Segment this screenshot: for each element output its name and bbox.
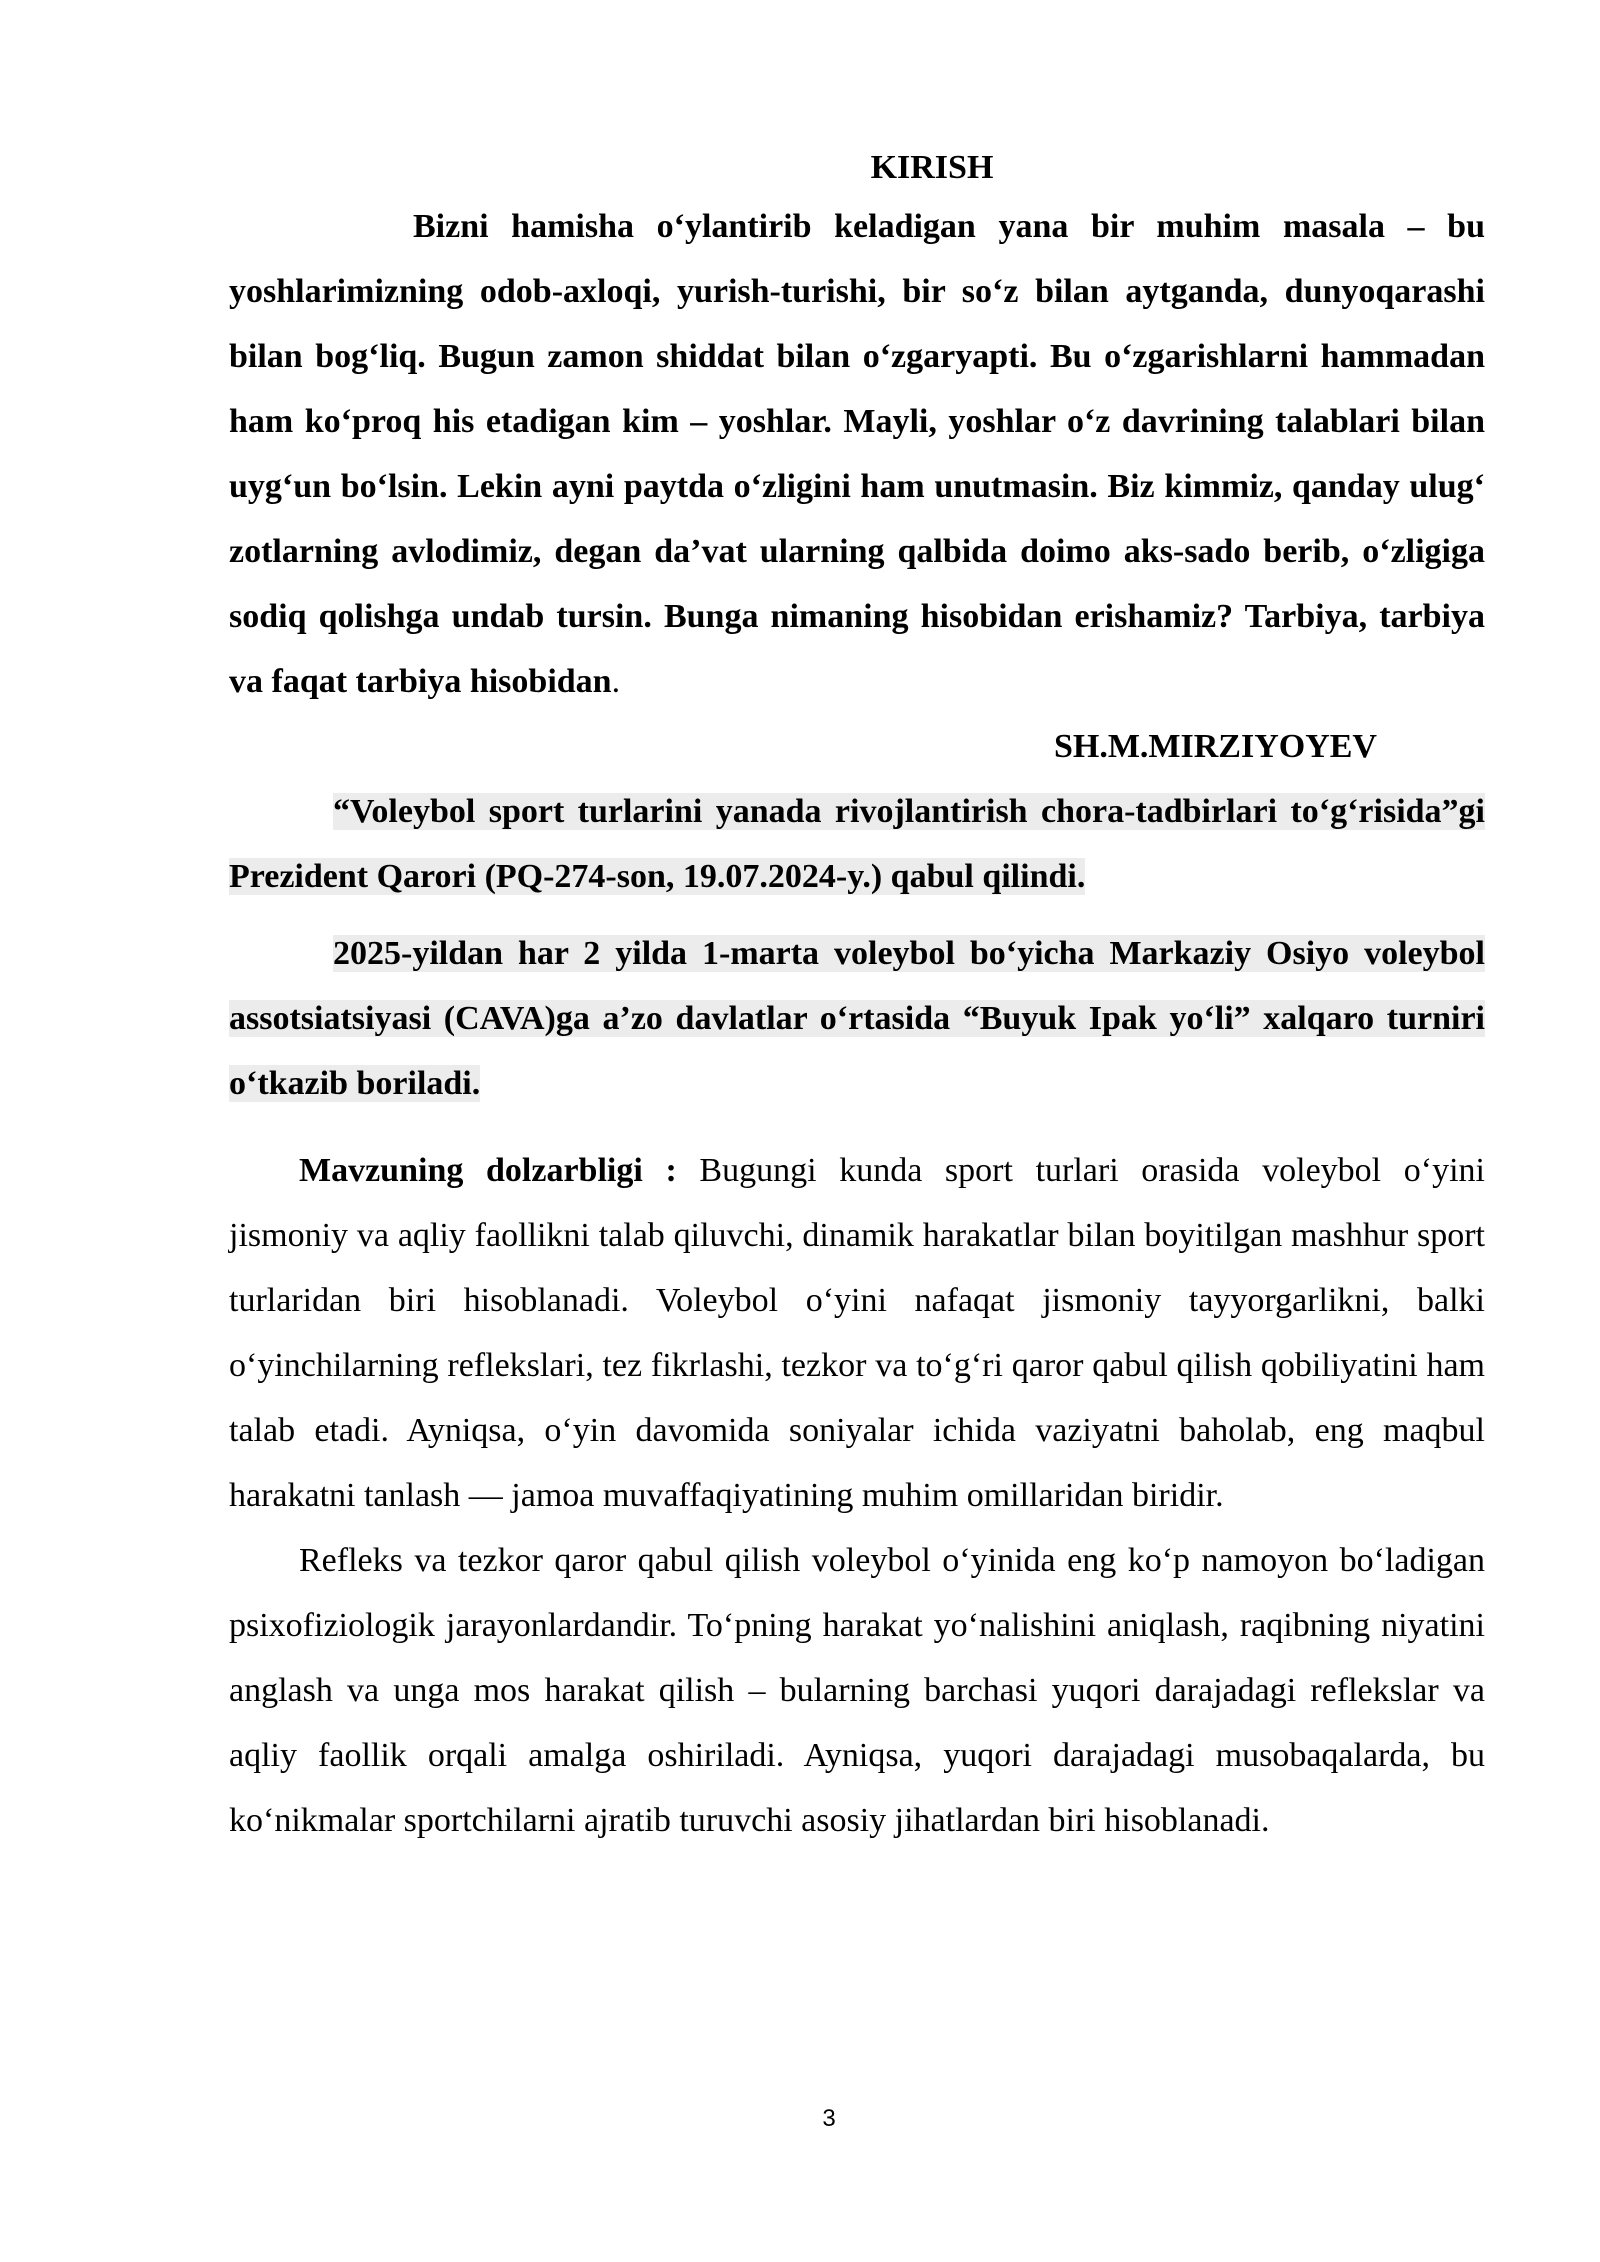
epigraph-quote [229, 194, 1485, 714]
decree-text: “Voleybol sport turlarini yanada rivojlantirish chora-tadbirlari to‘g‘risida”gi Prezident Qarori (PQ-274-son, 19.07.2024-y.) qabul qilindi. [229, 793, 1485, 895]
cava-text: 2025-yildan har 2 yilda 1-marta voleybol bo‘yicha Markaziy Osiyo voleybol assotsiatsiyasi (CAVA)ga a’zo davlatlar o‘rtasida “Buyuk Ipak yo‘li” xalqaro turniri o‘tkazib boriladi. [229, 935, 1485, 1102]
relevance-label: Mavzuning dolzarbligi : [299, 1152, 677, 1189]
epigraph-quote-text: Bizni hamisha o‘ylantirib keladigan yana bir muhim masala – bu yoshlarimizning odob-axloqi, yurish-turishi, bir so‘z bilan aytganda, dunyoqarashi bilan bog‘liq. Bugun zamon shiddat bilan o‘zgaryapti. Bu o‘zgarishlarni hammadan ham ko‘proq his etadigan kim – yoshlar. Mayli, yoshlar o‘z davrining talablari bilan uyg‘un bo‘lsin. Lekin ayni paytda o‘zligini ham unutmasin. Biz kimmiz, qanday ulug‘ zotlarning avlodimiz, degan da’vat ularning qalbida doimo aks-sado berib, o‘zligiga sodiq qolishga undab tursin. Bunga nimaning hisobidan erishamiz? Tarbiya, tarbiya va faqat tarbiya hisobidan [229, 208, 1485, 700]
cava-paragraph [229, 921, 1485, 1116]
relevance-text: Bugungi kunda sport turlari orasida voleybol o‘yini jismoniy va aqliy faollikni talab qiluvchi, dinamik harakatlar bilan boyitilgan mashhur sport turlaridan biri hisoblanadi. Voleybol o‘yini nafaqat jismoniy tayyorgarlikni, balki o‘yinchilarning reflekslari, tez fikrlashi, tezkor va to‘g‘ri qaror qabul qilish qobiliyatini ham talab etadi. Ayniqsa, o‘yin davomida soniyalar ichida vaziyatni baholab, eng maqbul harakatni tanlash — jamoa muvaffaqiyatining muhim omillaridan biridir. [229, 1152, 1485, 1514]
page-title: KIRISH [870, 149, 994, 186]
epigraph-signature: SH.M.MIRZIYOYEV [1053, 728, 1377, 765]
decree-paragraph [229, 779, 1485, 909]
reflex-paragraph: Refleks va tezkor qaror qabul qilish voleybol o‘yinida eng ko‘p namoyon bo‘ladigan psixofiziologik jarayonlardandir. To‘pning harakat yo‘nalishini aniqlash, raqibning niyatini anglash va unga mos harakat qilish – bularning barchasi yuqori darajadagi reflekslar va aqliy faollik orqali amalga oshiriladi. Ayniqsa, yuqori darajadagi musobaqalarda, bu ko‘nikmalar sportchilarni ajratib turuvchi asosiy jihatlardan biri hisoblanadi. [229, 1542, 1485, 1839]
epigraph-quote-end: . [611, 663, 621, 700]
relevance-paragraph [229, 1138, 1485, 1528]
page-number: 3 [822, 2105, 836, 2132]
page-content [229, 148, 1485, 1853]
